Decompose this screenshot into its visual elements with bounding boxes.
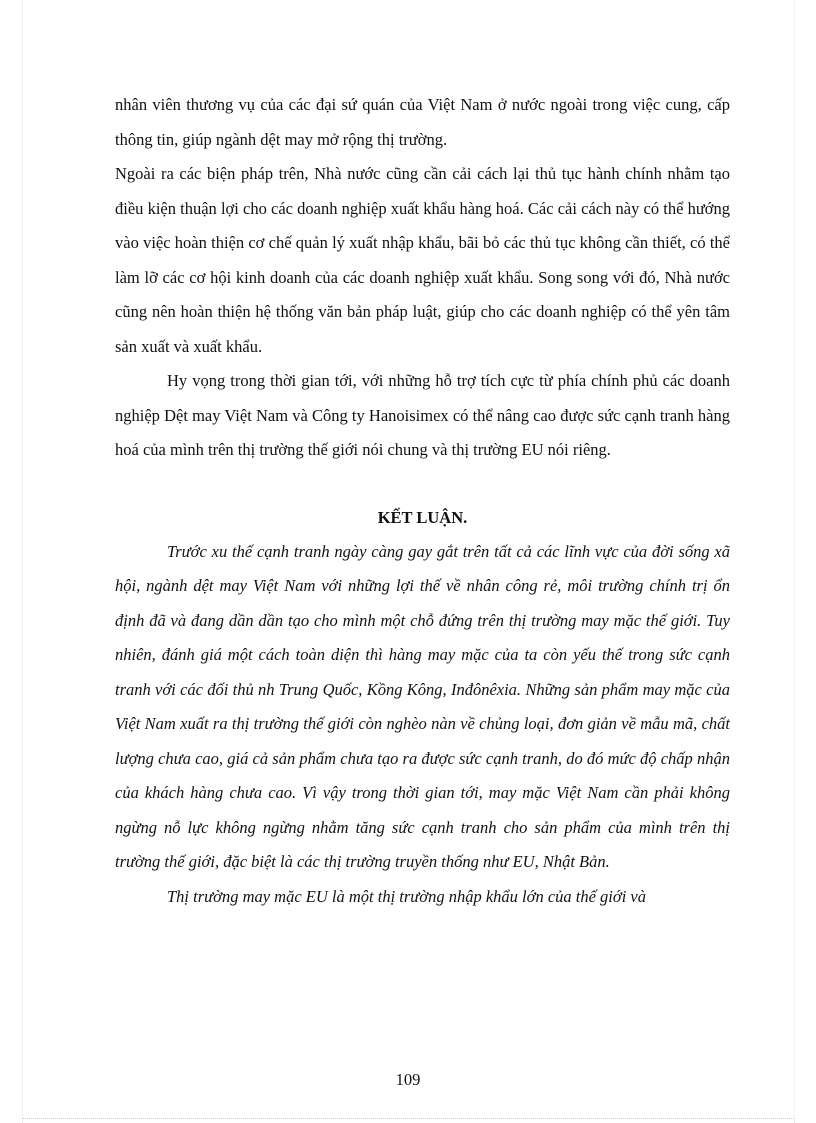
page-right-guide [794,0,795,1123]
page-content [115,88,730,914]
page-bottom-guide [22,1118,794,1119]
section-gap [115,468,730,501]
paragraph-embassy-support: nhân viên thương vụ của các đại sứ quán của Việt Nam ở nước ngoài trong việc cung, cấp thông tin, giúp ngành dệt may mở rộng thị trường. [115,95,730,149]
paragraph-administrative-reform: Ngoài ra các biện pháp trên, Nhà nước cũng cần cải cách lại thủ tục hành chính nhằm tạo điều kiện thuận lợi cho các doanh nghiệp xuất khẩu hàng hoá. Các cải cách này có thể hướng vào việc hoàn thiện cơ chế quản lý xuất nhập khẩu, bãi bỏ các thủ tục không cần thiết, có thể làm lỡ các cơ hội kinh doanh của các doanh nghiệp xuất khẩu. Song song với đó, Nhà nước cũng nên hoàn thiện hệ thống văn bản pháp luật, giúp cho các doanh nghiệp có thể yên tâm sản xuất và xuất khẩu. [115,164,730,356]
conclusion-heading: KẾT LUẬN. [377,507,468,527]
paragraph-hope: Hy vọng trong thời gian tới, với những hỗ trợ tích cực từ phía chính phủ các doanh nghiệp Dệt may Việt Nam và Công ty Hanoisimex có thể nâng cao được sức cạnh tranh hàng hoá của mình trên thị trường thế giới nói chung và thị trường EU nói riêng. [115,371,730,459]
page-number: 109 [395,1070,421,1089]
page-left-guide [22,0,23,1123]
conclusion-paragraph-2: Thị trường may mặc EU là một thị trường nhập khẩu lớn của thế giới và [167,886,646,906]
conclusion-paragraph-1: Trước xu thế cạnh tranh ngày càng gay gắt trên tất cả các lĩnh vực của đời sống xã hội, ngành dệt may Việt Nam với những lợi thế về nhân công rẻ, môi trường chính trị ổn định đã và đang dần dần tạo cho mình một chỗ đứng trên thị trường may mặc thế giới. Tuy nhiên, đánh giá một cách toàn diện thì hàng may mặc của ta còn yếu thế trong sức cạnh tranh với các đối thủ nh Trung Quốc, Kồng Kông, Inđônêxia. Những sản phẩm may mặc của Việt Nam xuất ra thị trường thế giới còn nghèo nàn về chủng loại, đơn giản về mẫu mã, chất lượng chưa cao, giá cả sản phẩm chưa tạo ra được sức cạnh tranh, do đó mức độ chấp nhận của khách hàng chưa cao. Vì vậy trong thời gian tới, may mặc Việt Nam cần phải không ngừng nỗ lực không ngừng nhằm tăng sức cạnh tranh cho sản phẩm của mình trên thị trường thế giới, đặc biệt là các thị trường truyền thống như EU, Nhật Bản. [115,541,730,871]
